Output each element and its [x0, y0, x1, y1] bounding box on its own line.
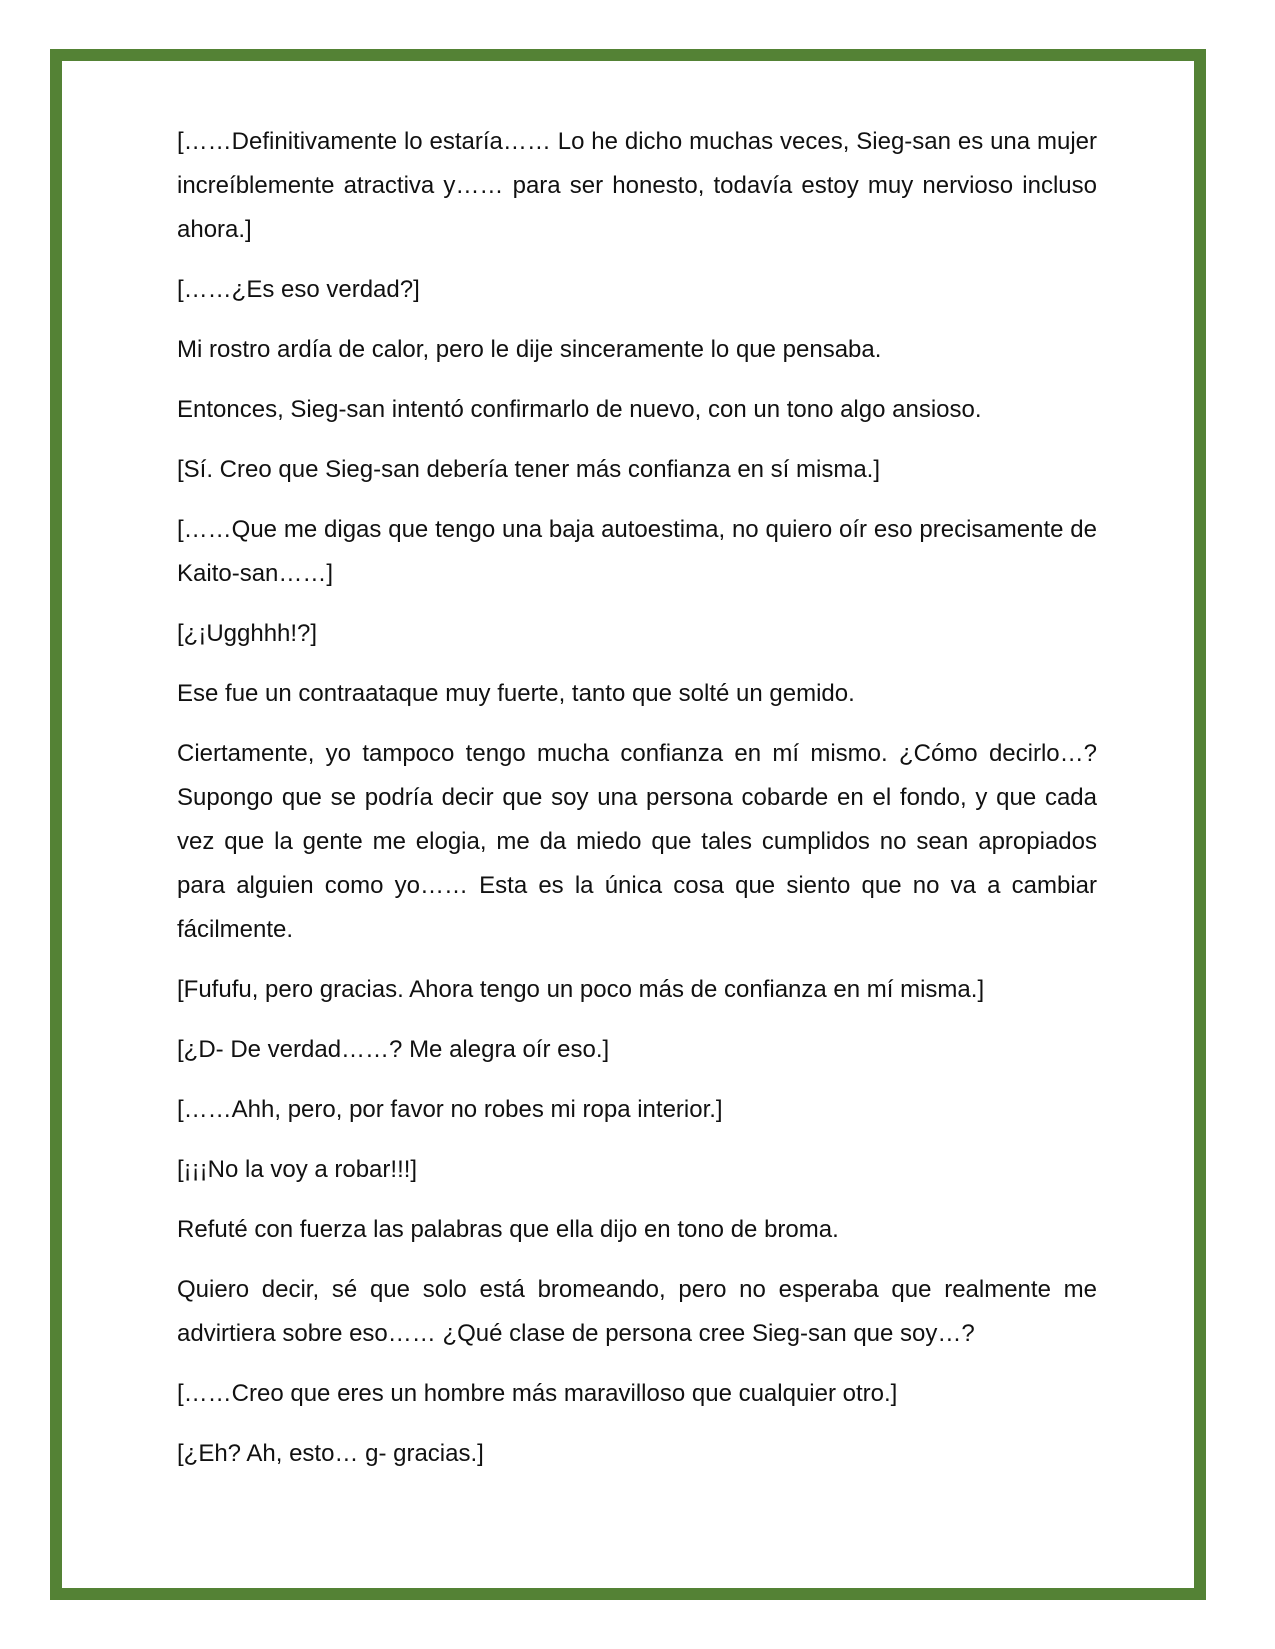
- paragraph-2: [……¿Es eso verdad?]: [177, 276, 420, 303]
- paragraph-1: [……Definitivamente lo estaría…… Lo he dicho muchas veces, Sieg-san es una mujer increíblemente atractiva y…… para ser honesto, todavía estoy muy nervioso incluso ahora.]: [177, 128, 1097, 243]
- paragraph-4: Entonces, Sieg-san intentó confirmarlo de nuevo, con un tono algo ansioso.: [177, 396, 982, 423]
- paragraph-13: [¡¡¡No la voy a robar!!!]: [177, 1156, 418, 1183]
- paragraph-10: [Fufufu, pero gracias. Ahora tengo un poco más de confianza en mí misma.]: [177, 976, 985, 1003]
- paragraph-6: [……Que me digas que tengo una baja autoestima, no quiero oír eso precisamente de Kaito-san……]: [177, 516, 1097, 587]
- paragraph-12: [……Ahh, pero, por favor no robes mi ropa interior.]: [177, 1096, 723, 1123]
- paragraph-9: Ciertamente, yo tampoco tengo mucha confianza en mí mismo. ¿Cómo decirlo…? Supongo que se podría decir que soy una persona cobarde en el fondo, y que cada vez que la gente me elogia, me da miedo que tales cumplidos no sean apropiados para alguien como yo…… Esta es la única cosa que siento que no va a cambiar fácilmente.: [177, 740, 1097, 943]
- paragraph-7: [¿¡Ugghhh!?]: [177, 620, 318, 647]
- paragraph-11: [¿D- De verdad……? Me alegra oír eso.]: [177, 1036, 610, 1063]
- paragraph-8: Ese fue un contraataque muy fuerte, tanto que solté un gemido.: [177, 680, 855, 707]
- paragraph-16: [……Creo que eres un hombre más maravilloso que cualquier otro.]: [177, 1380, 898, 1407]
- paragraph-17: [¿Eh? Ah, esto… g- gracias.]: [177, 1440, 484, 1467]
- paragraph-14: Refuté con fuerza las palabras que ella dijo en tono de broma.: [177, 1216, 839, 1243]
- document-body: [177, 120, 1097, 1492]
- paragraph-15: Quiero decir, sé que solo está bromeando, pero no esperaba que realmente me advirtiera sobre eso…… ¿Qué clase de persona cree Sieg-san que soy…?: [177, 1276, 1097, 1347]
- paragraph-5: [Sí. Creo que Sieg-san debería tener más confianza en sí misma.]: [177, 456, 881, 483]
- paragraph-3: Mi rostro ardía de calor, pero le dije sinceramente lo que pensaba.: [177, 336, 882, 363]
